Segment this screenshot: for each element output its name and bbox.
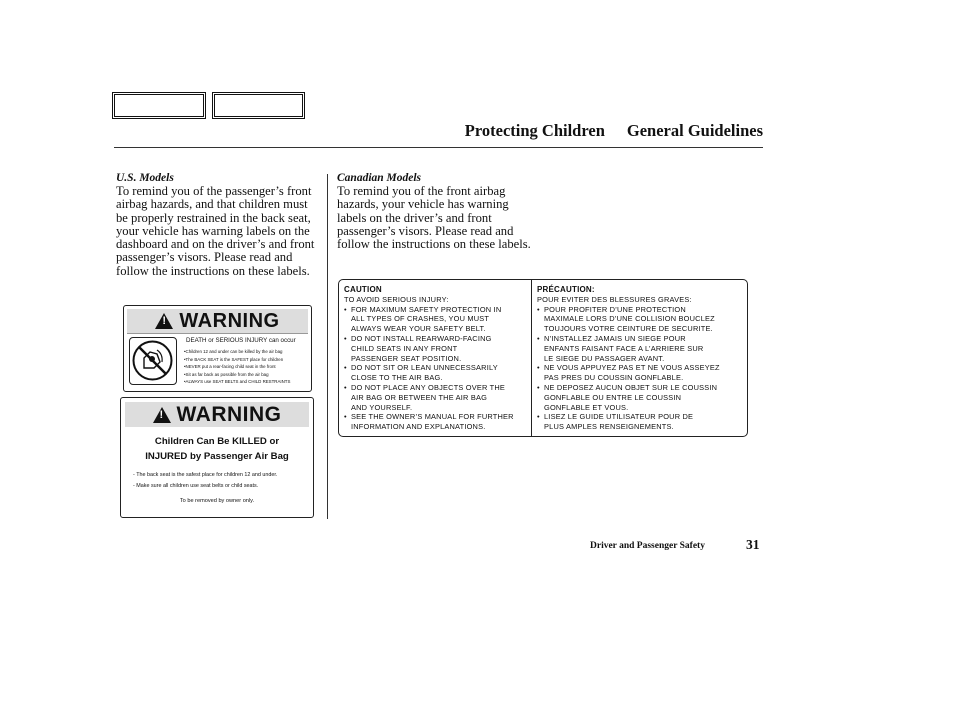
list-item: • LISEZ LE GUIDE UTILISATEUR POUR DE PLUS AMPLES RENSEIGNEMENTS. (537, 412, 720, 432)
header-rule (114, 147, 763, 148)
list-item: - Make sure all children use seat belts or child seats. (133, 481, 277, 492)
caution-title: PRÉCAUTION: (537, 285, 595, 294)
caution-intro: POUR EVITER DES BLESSURES GRAVES: (537, 294, 692, 304)
caution-intro: TO AVOID SERIOUS INJURY: (344, 294, 449, 304)
warning-banner (127, 309, 308, 334)
nav-tab-box-2[interactable] (212, 92, 305, 119)
subsection-title: General Guidelines (626, 121, 763, 140)
list-item: • The BACK SEAT is the SAFEST place for children (184, 356, 290, 364)
caution-french (537, 285, 720, 432)
list-item: • NE VOUS APPUYEZ PAS ET NE VOUS ASSEYEZ PAS PRES DU COUSSIN GONFLABLE. (537, 363, 720, 383)
list-item: • ALWAYS use SEAT BELTS and CHILD RESTRAINTS (184, 378, 290, 386)
list-item: • N’INSTALLEZ JAMAIS UN SIEGE POUR ENFANTS FAISANT FACE A L’ARRIERE SUR LE SIEGE DU PASSAGER AVANT. (537, 334, 720, 363)
removal-note: To be removed by owner only. (179, 498, 255, 504)
list-item: • DO NOT INSTALL REARWARD-FACING CHILD SEATS IN ANY FRONT PASSENGER SEAT POSITION. (344, 334, 514, 363)
warning-title: WARNING (176, 402, 282, 426)
headline-line-1: Children Can Be KILLED or (154, 436, 280, 447)
list-item: • Children 12 and under can be killed by the air bag (184, 348, 290, 356)
list-item: • FOR MAXIMUM SAFETY PROTECTION IN ALL TYPES OF CRASHES, YOU MUST ALWAYS WEAR YOUR SAFETY BELT. (344, 305, 514, 334)
caution-english (344, 285, 514, 432)
list-item: • SEE THE OWNER’S MANUAL FOR FURTHER INFORMATION AND EXPLANATIONS. (344, 412, 514, 432)
warning-headline (121, 435, 313, 464)
warning-triangle-icon (153, 407, 171, 423)
warning-title: WARNING (179, 309, 280, 332)
canadian-models-text: To remind you of the front airbag hazards, your vehicle has warning labels on the driver’s and front passenger’s visors. Please read and follow the instructions on these labels. (337, 184, 531, 252)
page-number: 31 (746, 537, 760, 552)
list-item: • POUR PROFITER D’UNE PROTECTION MAXIMALE LORS D’UNE COLLISION BOUCLEZ TOUJOURS VOTRE CEINTURE DE SECURITE. (537, 305, 720, 334)
column-divider (327, 174, 328, 519)
headline-line-2: INJURED by Passenger Air Bag (145, 450, 289, 462)
nav-tab-box-1[interactable] (112, 92, 206, 119)
no-rear-facing-child-seat-icon (129, 337, 177, 385)
warning-triangle-icon (155, 313, 173, 329)
caution-label (338, 279, 748, 437)
list-item: • DO NOT SIT OR LEAN UNNECESSARILY CLOSE TO THE AIR BAG. (344, 363, 514, 383)
warning-label-dashboard (123, 305, 312, 392)
warning-bullets (184, 348, 290, 386)
list-item: • NE DEPOSEZ AUCUN OBJET SUR LE COUSSIN GONFLABLE OU ENTRE LE COUSSIN GONFLABLE ET VOUS. (537, 383, 720, 412)
caution-divider (531, 280, 532, 436)
caution-title: CAUTION (344, 285, 382, 294)
warning-banner (125, 402, 309, 427)
us-models-text: To remind you of the passenger’s front airbag hazards, and that children must be properly restrained in the back seat, your vehicle has warning labels on the dashboard and on the driver’s and front passenger’s visors. Please read and follow the instructions on these labels. (116, 184, 315, 278)
canadian-models-heading: Canadian Models (337, 172, 422, 184)
danger-text: DEATH or SERIOUS INJURY can occur (186, 337, 296, 344)
footer-section-label: Driver and Passenger Safety (590, 541, 705, 551)
us-models-heading: U.S. Models (116, 172, 174, 184)
section-title: Protecting Children (464, 121, 605, 140)
list-item: - The back seat is the safest place for children 12 and under. (133, 470, 277, 481)
list-item: • NEVER put a rear-facing child seat in the front (184, 363, 290, 371)
list-item: • DO NOT PLACE ANY OBJECTS OVER THE AIR BAG OR BETWEEN THE AIR BAG AND YOURSELF. (344, 383, 514, 412)
warning-label-visor (120, 397, 314, 518)
page-title (465, 121, 763, 141)
list-item: • Sit as far back as possible from the air bag (184, 371, 290, 379)
warning-bullets (133, 470, 277, 492)
